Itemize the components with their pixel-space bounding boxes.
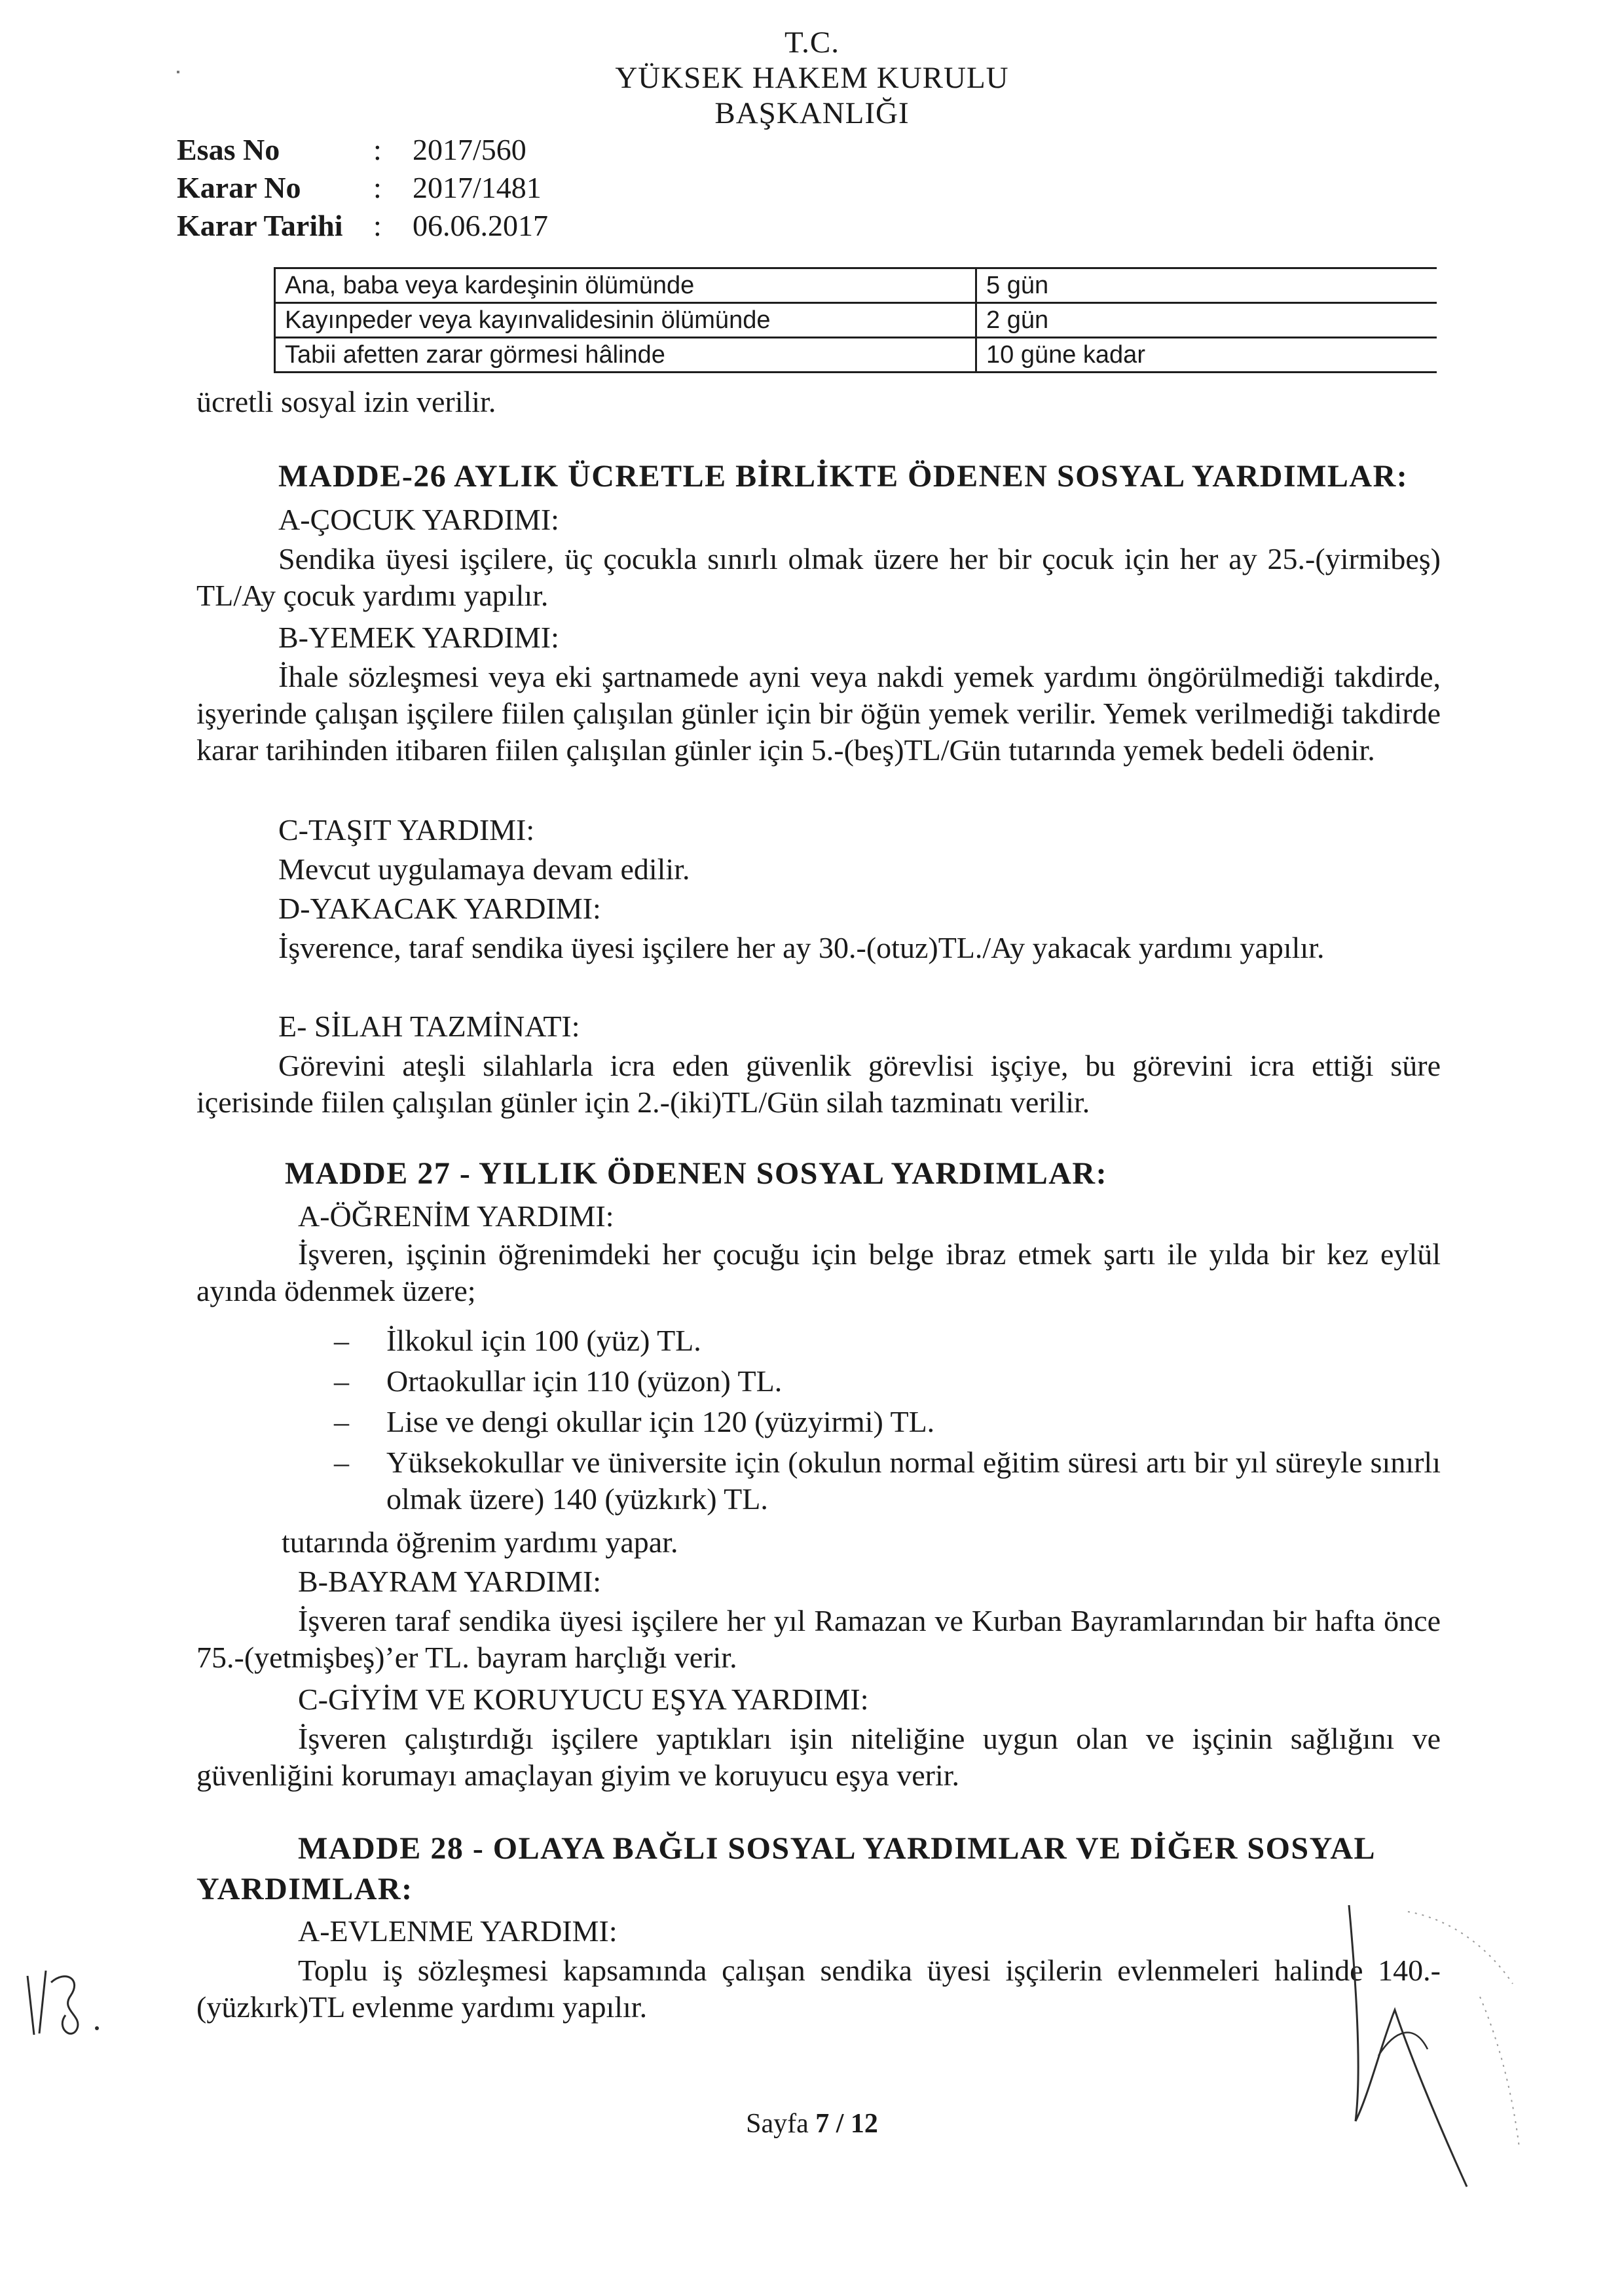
- table-row: [275, 303, 1437, 338]
- article-27-heading: MADDE 27 - YILLIK ÖDENEN SOSYAL YARDIMLAR:: [285, 1156, 1108, 1191]
- footer-label: Sayfa: [746, 2109, 816, 2139]
- m26-e-title: E- SİLAH TAZMİNATI:: [278, 1010, 580, 1043]
- m26-e-text: Görevini ateşli silahlarla icra eden güvenlik görevlisi işçiye, bu görevini icra ettiği süre içerisinde fiilen çalışılan günler için 2.-(iki)TL/Gün silah tazminatı verilir.: [196, 1049, 1441, 1119]
- list-item-text: Yüksekokullar ve üniversite için (okulun normal eğitim süresi artı bir yıl süreyle sınırlı olmak üzere) 140 (yüzkırk) TL.: [386, 1446, 1441, 1516]
- table-row: [275, 338, 1437, 373]
- m27-c-title: C-GİYİM VE KORUYUCU EŞYA YARDIMI:: [298, 1683, 869, 1716]
- m26-d-text: İşverence, taraf sendika üyesi işçilere her ay 30.-(otuz)TL./Ay yakacak yardımı yapılır.: [278, 931, 1325, 964]
- footer-page: 7: [815, 2109, 830, 2139]
- case-info-value: 06.06.2017: [413, 209, 548, 242]
- table-row: [275, 268, 1437, 303]
- handwritten-initials: [20, 1963, 124, 2041]
- case-info-sep: :: [373, 133, 382, 166]
- leave-table: [274, 267, 1437, 373]
- article-28-heading-line2: YARDIMLAR:: [196, 1872, 413, 1906]
- m27-b-text: İşveren taraf sendika üyesi işçilere her yıl Ramazan ve Kurban Bayramlarından bir hafta önce 75.-(yetmişbeş)’er TL. bayram harçlığı verir.: [196, 1604, 1441, 1674]
- signature: [1316, 1899, 1532, 2193]
- list-item: [334, 1322, 1441, 1359]
- list-item: [334, 1363, 1441, 1400]
- m27-c-text: İşveren çalıştırdığı işçilere yaptıkları işin niteliğine uygun olan ve işçinin sağlığını ve güvenliğini korumayı amaçlayan giyim ve koruyucu eşya verir.: [196, 1722, 1441, 1792]
- list-item-text: Ortaokullar için 110 (yüzon) TL.: [386, 1364, 783, 1398]
- case-info-row: [177, 169, 548, 207]
- m27-a-title: A-ÖĞRENİM YARDIMI:: [298, 1199, 614, 1233]
- m28-a-text: Toplu iş sözleşmesi kapsamında çalışan sendika üyesi işçilerin evlenmeleri halinde 140.-(yüzkırk)TL evlenme yardımı yapılır.: [196, 1954, 1441, 2024]
- m26-a-text: Sendika üyesi işçilere, üç çocukla sınırlı olmak üzere her bir çocuk için her ay 25.-(yirmibeş) TL/Ay çocuk yardımı yapılır.: [196, 542, 1441, 612]
- list-item: [334, 1444, 1441, 1518]
- leave-days: 2 gün: [976, 303, 1437, 338]
- leave-days: 10 güne kadar: [976, 338, 1437, 373]
- case-info: [177, 131, 548, 245]
- page-footer: [0, 2108, 1624, 2140]
- case-info-sep: :: [373, 209, 382, 242]
- leave-days: 5 gün: [976, 268, 1437, 303]
- m26-a-title: A-ÇOCUK YARDIMI:: [278, 503, 559, 536]
- list-item-text: Lise ve dengi okullar için 120 (yüzyirmi) TL.: [386, 1405, 935, 1438]
- header-line-ykh: YÜKSEK HAKEM KURULU: [615, 61, 1009, 95]
- m26-d-title: D-YAKACAK YARDIMI:: [278, 892, 601, 925]
- leave-event: Kayınpeder veya kayınvalidesinin ölümünde: [275, 303, 976, 338]
- list-item-text: İlkokul için 100 (yüz) TL.: [386, 1324, 701, 1357]
- dash-icon: –: [334, 1446, 349, 1479]
- education-aid-list: [334, 1322, 1441, 1522]
- m27-a-after: tutarında öğrenim yardımı yapar.: [282, 1525, 678, 1559]
- dash-icon: –: [334, 1364, 349, 1398]
- m28-a-title: A-EVLENME YARDIMI:: [298, 1914, 618, 1948]
- m27-a-text: İşveren, işçinin öğrenimdeki her çocuğu için belge ibraz etmek şartı ile yılda bir kez eylül ayında ödenmek üzere;: [196, 1237, 1441, 1307]
- case-info-row: [177, 207, 548, 245]
- case-info-label: Karar No: [177, 171, 301, 204]
- dash-icon: –: [334, 1405, 349, 1438]
- case-info-label: Karar Tarihi: [177, 209, 343, 242]
- case-info-value: 2017/560: [413, 133, 526, 166]
- case-info-label: Esas No: [177, 133, 280, 166]
- leave-event: Ana, baba veya kardeşinin ölümünde: [275, 268, 976, 303]
- m26-c-text: Mevcut uygulamaya devam edilir.: [278, 852, 690, 886]
- article-26-heading: MADDE-26 AYLIK ÜCRETLE BİRLİKTE ÖDENEN SOSYAL YARDIMLAR:: [278, 459, 1409, 494]
- m26-b-title: B-YEMEK YARDIMI:: [278, 621, 559, 654]
- footer-total: 12: [850, 2109, 878, 2139]
- dash-icon: –: [334, 1324, 349, 1357]
- case-info-value: 2017/1481: [413, 171, 542, 204]
- leave-event: Tabii afetten zarar görmesi hâlinde: [275, 338, 976, 373]
- m27-b-title: B-BAYRAM YARDIMI:: [298, 1565, 602, 1598]
- article-28-heading-line1: MADDE 28 - OLAYA BAĞLI SOSYAL YARDIMLAR VE DİĞER SOSYAL: [298, 1831, 1376, 1866]
- leave-note: ücretli sosyal izin verilir.: [196, 385, 496, 418]
- list-item: [334, 1404, 1441, 1440]
- m26-b-text: İhale sözleşmesi veya eki şartnamede ayni veya nakdi yemek yardımı öngörülmediği takdirde, işyerinde çalışan işçilere fiilen çalışılan günler için bir öğün yemek verilir. Yemek verilmediği takdirde karar tarihinden itibaren fiilen çalışılan günler için 5.-(beş)TL/Gün tutarında yemek bedeli ödenir.: [196, 660, 1441, 767]
- case-info-sep: :: [373, 171, 382, 204]
- footer-sep: /: [829, 2109, 851, 2139]
- case-info-row: [177, 131, 548, 169]
- header-line-tc: T.C.: [784, 26, 840, 60]
- scan-speck: [177, 71, 179, 73]
- institution-header: [576, 25, 1048, 131]
- m26-c-title: C-TAŞIT YARDIMI:: [278, 813, 535, 847]
- header-line-baskanlik: BAŞKANLIĞI: [714, 96, 910, 130]
